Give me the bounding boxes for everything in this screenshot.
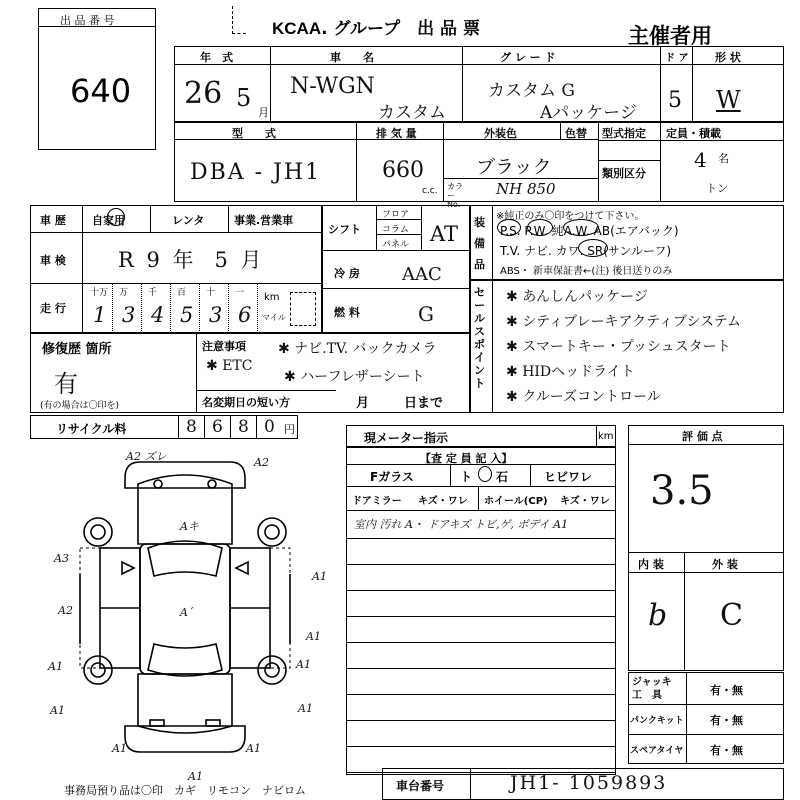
year-value: 26 bbox=[184, 76, 223, 111]
shift-option-column: コラム bbox=[382, 225, 409, 235]
stone-label: 石 bbox=[496, 470, 509, 484]
mirror-options: キズ・ワレ bbox=[418, 496, 468, 507]
recycle-unit: 円 bbox=[284, 423, 295, 436]
ac-label: 冷 房 bbox=[334, 267, 360, 280]
cc-unit: c.c. bbox=[422, 186, 438, 196]
puncture-yes-no: 有・無 bbox=[710, 714, 743, 727]
divider bbox=[560, 122, 561, 140]
deadline-label: 名変期日の短い方 bbox=[202, 396, 290, 409]
front-glass-label: Fガラス bbox=[370, 470, 414, 484]
bullet-icon: ✱ bbox=[506, 389, 523, 405]
inspection-value: R 9 年 5 月 bbox=[118, 248, 262, 272]
inspector-label: 【査 定 員 記 入】 bbox=[420, 452, 513, 465]
month-suffix: 月 bbox=[258, 106, 269, 119]
damage-mark: A1 bbox=[48, 660, 63, 673]
form-title-text: . グループ 出 品 票 bbox=[321, 19, 480, 39]
odometer-digit-header: 千 bbox=[148, 288, 158, 298]
selling-point-item bbox=[506, 286, 648, 306]
damage-mark: A1 bbox=[296, 658, 311, 671]
divider bbox=[443, 122, 444, 202]
km-unit: km bbox=[264, 292, 280, 303]
damage-mark: A2 bbox=[254, 456, 269, 469]
ruled-line bbox=[346, 668, 616, 669]
fuel-value: G bbox=[418, 302, 434, 326]
divider bbox=[692, 46, 693, 122]
month-value: 5 bbox=[236, 84, 252, 112]
recycle-digit: 0 bbox=[264, 417, 275, 437]
pw-circle-mark bbox=[527, 219, 553, 236]
divider bbox=[356, 122, 357, 202]
meter-label: 現メーター指示 bbox=[364, 431, 449, 445]
odometer-digit: 3 bbox=[209, 303, 223, 327]
front-glass-mid: ト bbox=[460, 470, 473, 484]
aw-circle-mark bbox=[563, 219, 599, 236]
ruled-line bbox=[346, 642, 616, 643]
jack-yes-no: 有・無 bbox=[710, 684, 743, 697]
repair-label: 修復歴 箇所 bbox=[42, 342, 112, 357]
divider bbox=[421, 205, 422, 250]
odometer-digit: 1 bbox=[93, 303, 107, 327]
divider bbox=[346, 464, 616, 465]
odometer-digit-header: 百 bbox=[177, 288, 187, 298]
divider bbox=[628, 572, 784, 573]
evaluation-label: 評 価 点 bbox=[682, 430, 723, 443]
type-value: DBA - JH1 bbox=[190, 160, 322, 185]
ps-circle-mark bbox=[497, 219, 521, 236]
color-no-value: NH 850 bbox=[496, 180, 556, 198]
camera-circle-mark bbox=[578, 239, 608, 257]
usage-options-text: 自家用 bbox=[92, 214, 125, 227]
equipment-line-2: T.V. ナビ. カワ. SR(サンルーフ) bbox=[500, 244, 672, 258]
divider bbox=[228, 205, 229, 232]
divider bbox=[270, 46, 271, 122]
doors-value: 5 bbox=[668, 88, 682, 113]
equipment-line-1: P.S. P.W. 純A.W. AB(エアバック) bbox=[500, 224, 679, 238]
organizer-use: 主催者用 bbox=[628, 24, 712, 48]
divider bbox=[686, 672, 687, 764]
jack-label: ジャッキ 工 具 bbox=[632, 677, 672, 701]
divider bbox=[30, 232, 322, 233]
damage-mark: A1 bbox=[188, 770, 203, 783]
odometer-digit-header: 十万 bbox=[90, 288, 109, 298]
selling-point-item bbox=[506, 311, 741, 331]
divider bbox=[596, 425, 597, 447]
note-item-2-text: ETC bbox=[222, 358, 253, 374]
recycle-label: リサイクル料 bbox=[56, 422, 127, 436]
bullet-icon: ✱ bbox=[506, 364, 523, 380]
damage-mark-center: A゛ bbox=[180, 606, 199, 619]
odometer-digit-header: 万 bbox=[119, 288, 129, 298]
odometer-digit: 6 bbox=[238, 303, 252, 327]
inspection-label: 車 検 bbox=[40, 254, 66, 267]
bullet-icon: ✱ bbox=[506, 339, 523, 355]
divider bbox=[660, 46, 661, 122]
color-no-label: カラー No. bbox=[447, 182, 463, 209]
shift-option-panel: パネル bbox=[382, 240, 410, 250]
ruled-line bbox=[346, 694, 616, 695]
selling-point-text: シティブレーキアクティブシステム bbox=[522, 314, 742, 330]
shift-value: AT bbox=[430, 222, 459, 246]
usage-label: 車 歴 bbox=[40, 214, 66, 227]
brand-name: KCAA bbox=[272, 19, 322, 38]
fuel-label: 燃 料 bbox=[334, 306, 360, 319]
exterior-label: 外 装 bbox=[712, 558, 738, 571]
color-change-label: 色替 bbox=[565, 127, 587, 140]
ruled-line bbox=[346, 746, 616, 747]
stone-circle-mark bbox=[478, 466, 492, 482]
divider bbox=[196, 333, 197, 413]
chassis-label: 車台番号 bbox=[396, 779, 445, 793]
bullet-icon: ✱ bbox=[506, 314, 523, 330]
divider bbox=[346, 510, 616, 511]
damage-mark: A3 bbox=[54, 552, 69, 565]
doors-label: ド ア bbox=[665, 53, 689, 64]
odometer-digit: 5 bbox=[180, 303, 194, 327]
capacity-value: 4 bbox=[694, 148, 707, 172]
divider bbox=[628, 444, 784, 445]
corner-mark bbox=[232, 6, 246, 34]
divider bbox=[150, 205, 151, 232]
note-item-3-text: ハーフレザーシート bbox=[300, 369, 425, 385]
lot-number-label: 出 品 番 号 bbox=[60, 14, 115, 27]
shift-label: シフト bbox=[328, 223, 361, 236]
selling-point-text: あんしんパッケージ bbox=[522, 289, 648, 305]
shape-label: 形 状 bbox=[715, 51, 741, 64]
equipment-label: 装 備 品 bbox=[474, 216, 485, 271]
equipment-note: ※純正のみ〇印をつけて下さい。 bbox=[496, 211, 645, 222]
divider bbox=[470, 768, 471, 800]
spare-tire-label: スペアタイヤ bbox=[630, 746, 684, 756]
capacity-unit: 名 bbox=[718, 152, 729, 165]
divider bbox=[628, 552, 784, 553]
notes-label: 注意事項 bbox=[202, 340, 246, 353]
damage-mark: A1 bbox=[112, 742, 127, 755]
displacement-label: 排 気 量 bbox=[376, 127, 417, 140]
spare-yes-no: 有・無 bbox=[710, 744, 743, 757]
damage-mark: A1 bbox=[246, 742, 261, 755]
car-name-label: 車 名 bbox=[330, 51, 374, 64]
divider bbox=[346, 486, 616, 487]
lot-number-value: 640 bbox=[70, 72, 132, 110]
recycle-digit: 8 bbox=[186, 417, 197, 437]
mile-unit: マイル bbox=[262, 313, 286, 322]
bullet-icon: ✱ bbox=[506, 289, 523, 305]
mirror-label: ドアミラー bbox=[352, 496, 402, 507]
selling-point-item bbox=[506, 336, 731, 356]
grade-1: カスタム G bbox=[488, 81, 575, 101]
ton-unit: トン bbox=[706, 182, 728, 195]
rental: レンタ bbox=[172, 214, 205, 227]
repair-note: (有の場合は〇印を) bbox=[40, 401, 120, 411]
displacement-value: 660 bbox=[382, 158, 424, 183]
usage-circle-mark bbox=[107, 208, 125, 226]
evaluation-table bbox=[628, 425, 784, 671]
divider bbox=[322, 250, 470, 251]
ruled-line bbox=[346, 720, 616, 721]
shift-option-floor: フロア bbox=[382, 210, 410, 220]
crack-label: ヒビワレ bbox=[544, 470, 593, 484]
grade-2: Aパッケージ bbox=[540, 103, 637, 123]
interior-label: 内 装 bbox=[638, 558, 664, 571]
interior-value: b bbox=[648, 598, 668, 633]
wheel-options: キズ・ワレ bbox=[560, 496, 610, 507]
recycle-digit: 8 bbox=[238, 417, 249, 437]
damage-mark: A1 bbox=[306, 630, 321, 643]
selling-point-item bbox=[506, 386, 661, 406]
divider bbox=[478, 486, 479, 510]
puncture-kit-label: パンクキット bbox=[630, 716, 684, 726]
chassis-value: JH1- 1059893 bbox=[510, 772, 668, 794]
meter-unit: km bbox=[598, 431, 614, 442]
note-item-1-text: ナビ.TV. バックカメラ bbox=[294, 341, 437, 357]
mileage-label: 走 行 bbox=[40, 302, 66, 315]
selling-point-text: HIDヘッドライト bbox=[522, 364, 635, 380]
odometer-digit: 4 bbox=[151, 303, 165, 327]
car-name-1: N-WGN bbox=[290, 74, 375, 99]
selling-point-item bbox=[506, 361, 635, 381]
note-item-1: ✱ ナビ.TV. バックカメラ bbox=[278, 341, 437, 357]
divider bbox=[598, 160, 660, 161]
classification-label: 類別区分 bbox=[602, 167, 646, 180]
exterior-color-label: 外装色 bbox=[484, 127, 517, 140]
selling-point-text: スマートキー・プッシュスタート bbox=[522, 339, 731, 355]
car-name-2: カスタム bbox=[378, 103, 446, 123]
damage-mark: A1 bbox=[312, 570, 327, 583]
type-designation-label: 型式指定 bbox=[602, 127, 646, 140]
divider bbox=[376, 205, 377, 250]
wheel-label: ホイール(CP) bbox=[484, 496, 548, 507]
divider bbox=[450, 464, 451, 486]
mile-checkbox[interactable] bbox=[290, 292, 316, 326]
selling-point-text: クルーズコントロール bbox=[522, 389, 661, 405]
divider bbox=[660, 122, 661, 202]
selling-points-label: セ ー ル ス ポ イ ン ト bbox=[474, 286, 485, 390]
ruled-line bbox=[346, 538, 616, 539]
repair-value: 有 bbox=[54, 370, 78, 398]
type-label: 型 式 bbox=[232, 127, 276, 140]
divider bbox=[82, 205, 83, 333]
divider bbox=[598, 122, 599, 202]
odometer-digit-header: 十 bbox=[206, 288, 216, 298]
ruled-line bbox=[346, 616, 616, 617]
deadline-day: 日まで bbox=[404, 396, 444, 411]
inspector-comment: 室内 汚れ A・ ドアキズ トビ,ゲ, ボデイ A1 bbox=[354, 518, 569, 531]
form-title bbox=[272, 14, 480, 39]
exterior-value: C bbox=[720, 598, 743, 633]
office-note: 事務局預り品は〇印 カギ リモコン ナビロム bbox=[64, 784, 306, 797]
divider bbox=[628, 704, 784, 705]
capacity-label: 定員・積載 bbox=[666, 127, 721, 140]
odometer-digit: 3 bbox=[122, 303, 136, 327]
note-item-3: ✱ ハーフレザーシート bbox=[284, 369, 425, 385]
damage-mark-front: A2 ズレ bbox=[126, 450, 167, 463]
evaluation-score: 3.5 bbox=[650, 468, 714, 514]
ruled-line bbox=[346, 590, 616, 591]
equipment-line-3: ABS・ 新車保証書←(注) 後日送りのみ bbox=[500, 266, 673, 277]
divider bbox=[530, 464, 531, 486]
damage-mark: A1 bbox=[298, 702, 313, 715]
divider bbox=[684, 552, 685, 671]
damage-mark: A1 bbox=[50, 704, 65, 717]
divider bbox=[628, 734, 784, 735]
note-item-2: ✱ ETC bbox=[206, 358, 253, 374]
year-label: 年 式 bbox=[200, 51, 233, 64]
deadline-month: 月 bbox=[356, 396, 370, 411]
divider bbox=[196, 390, 336, 391]
grade-label: グ レ ー ド bbox=[500, 51, 556, 64]
business-vehicle: 事業.営業車 bbox=[234, 214, 294, 227]
recycle-digit: 6 bbox=[212, 417, 223, 437]
color-value: ブラック bbox=[476, 156, 552, 178]
damage-mark: A2 bbox=[58, 604, 73, 617]
ruled-line bbox=[346, 564, 616, 565]
damage-mark-roof: Aキ bbox=[180, 520, 199, 533]
odometer-digit-header: 一 bbox=[235, 288, 245, 298]
divider bbox=[462, 46, 463, 122]
ac-value: AAC bbox=[402, 264, 442, 285]
divider bbox=[322, 288, 470, 289]
shape-value: W bbox=[716, 86, 741, 114]
